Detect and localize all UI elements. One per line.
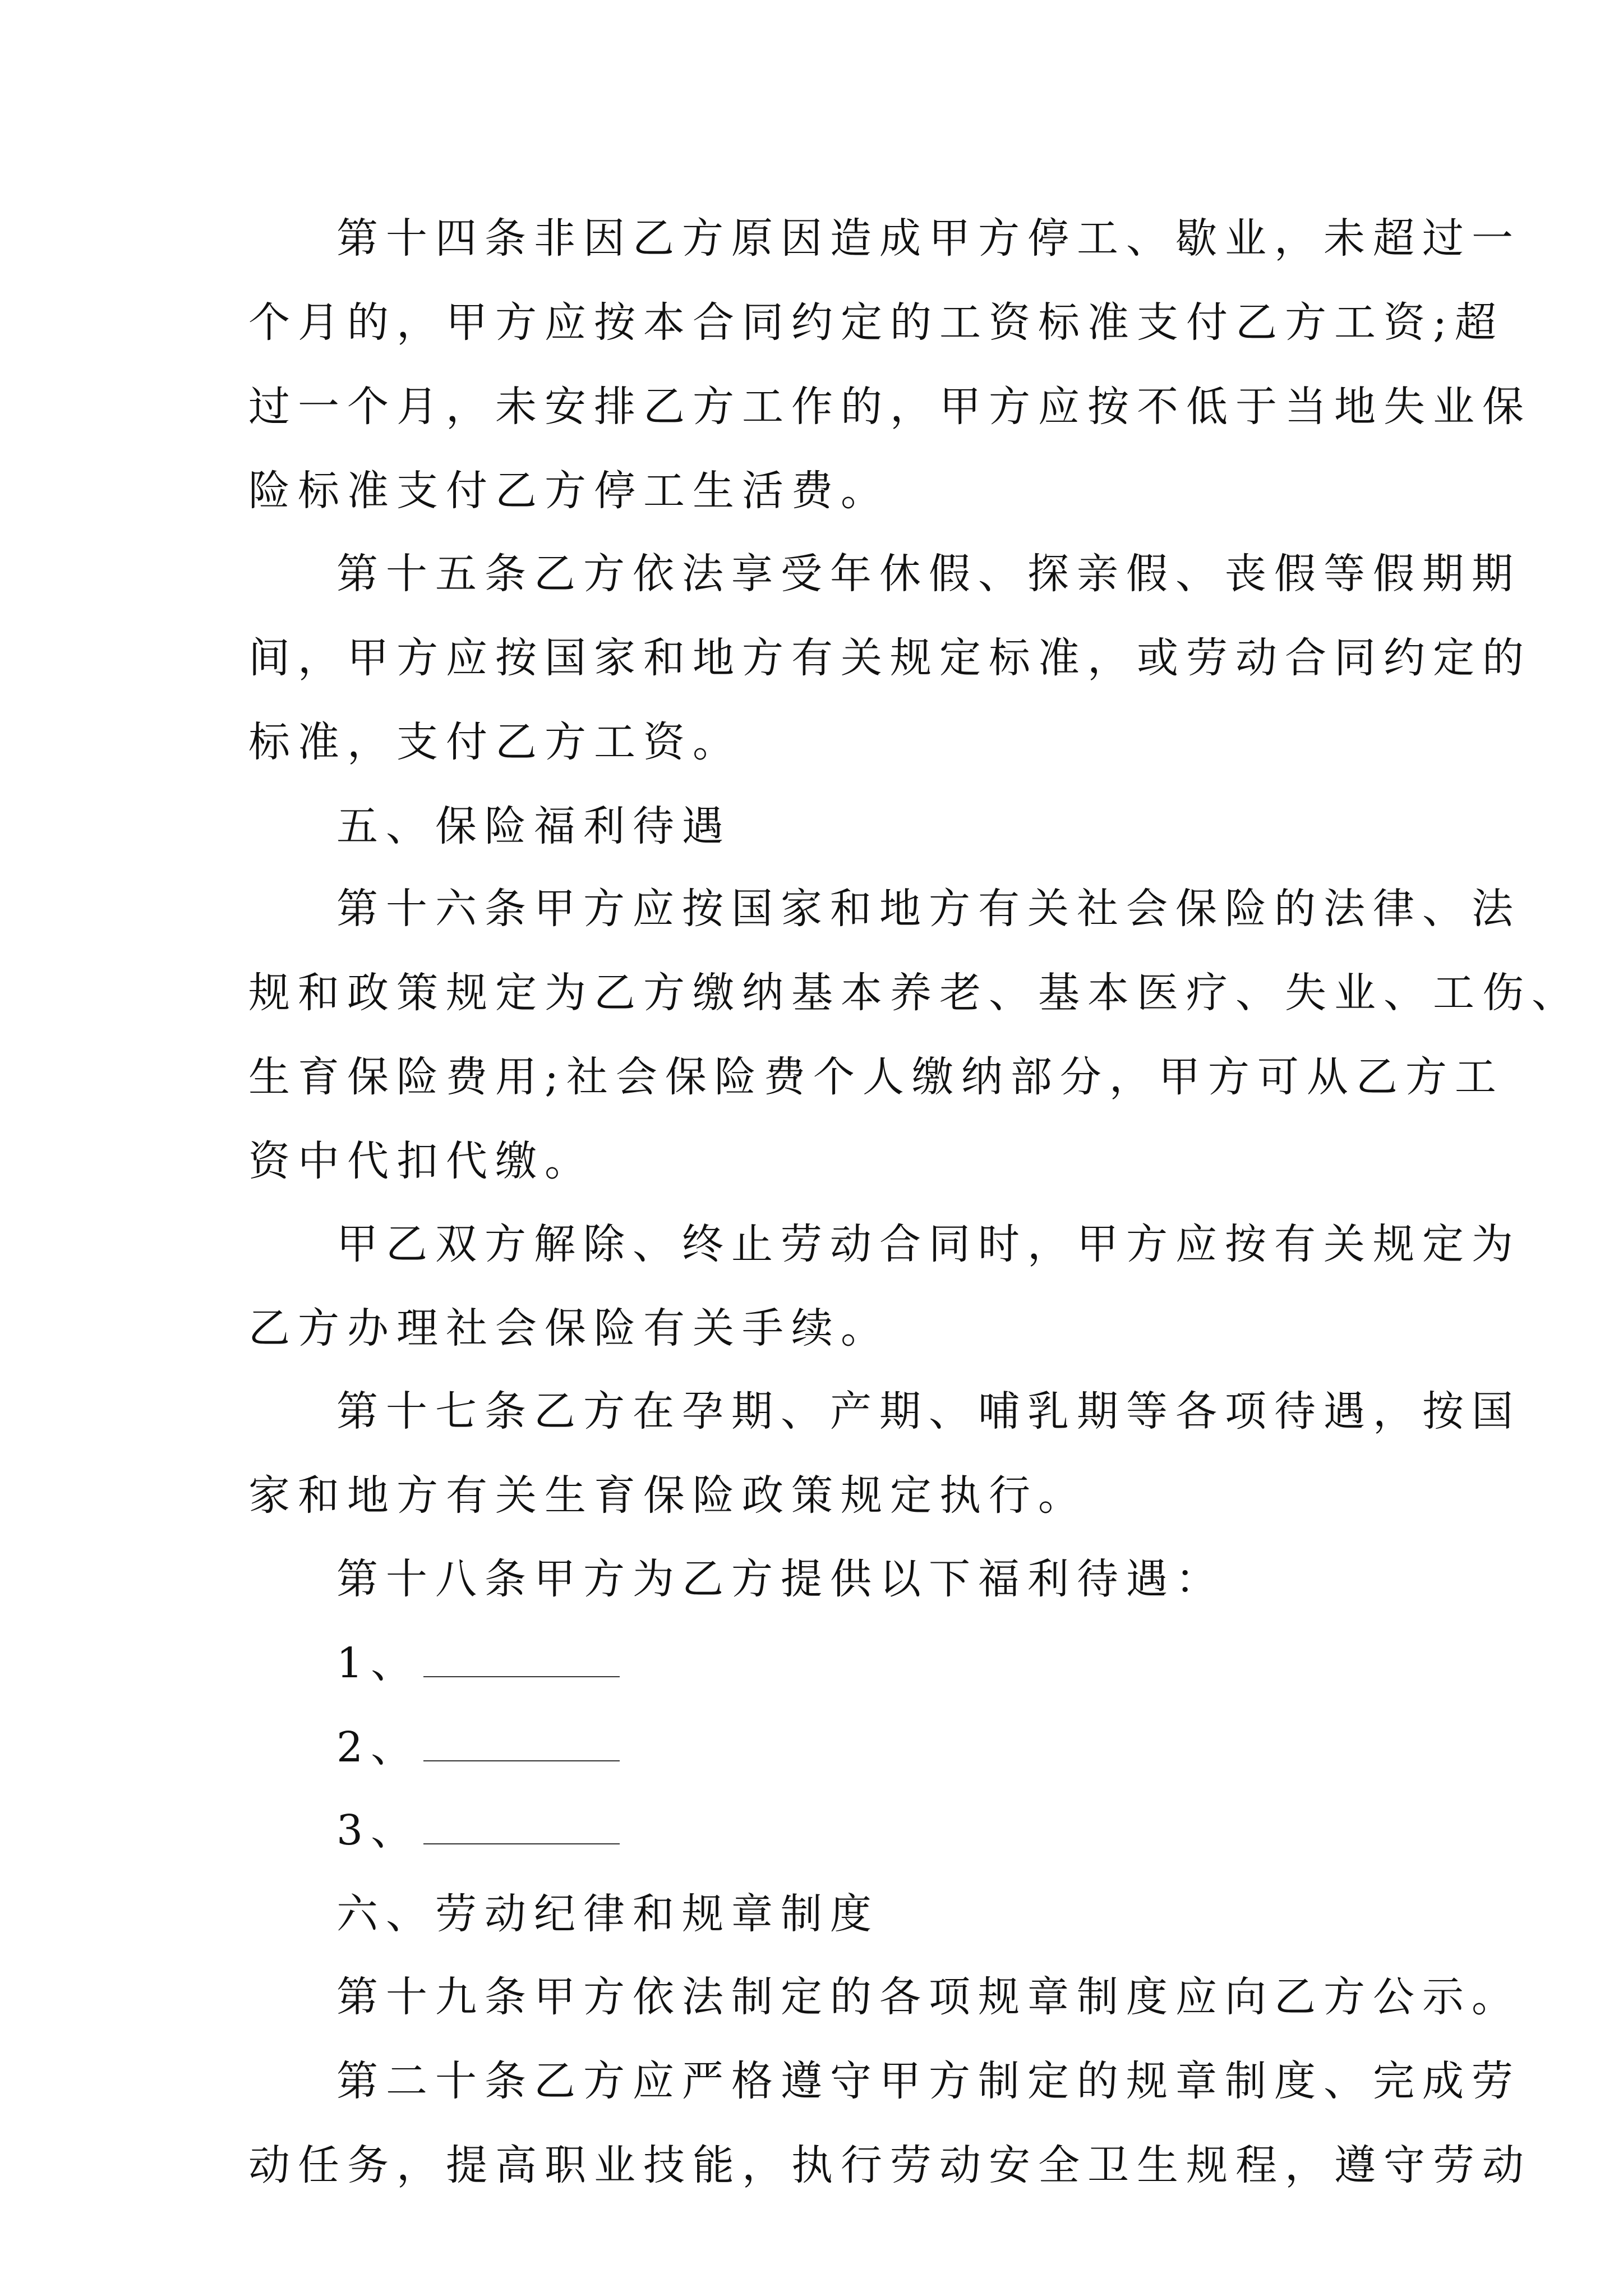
text-line: 动任务，提高职业技能，执行劳动安全卫生规程，遵守劳动 <box>248 2141 1532 2189</box>
fill-in-item <box>336 1719 620 1775</box>
text-line: 第十六条甲方应按国家和地方有关社会保险的法律、法 <box>336 885 1521 933</box>
text-line: 过一个月，未安排乙方工作的，甲方应按不低于当地失业保 <box>248 383 1532 431</box>
text-line: 第十四条非因乙方原因造成甲方停工、歇业，未超过一 <box>336 214 1521 263</box>
text-line: 生育保险费用;社会保险费个人缴纳部分，甲方可从乙方工 <box>248 1053 1504 1101</box>
text-line: 第十七条乙方在孕期、产期、哺乳期等各项待遇，按国 <box>336 1387 1521 1435</box>
blank-field <box>423 1810 620 1844</box>
blank-field <box>423 1727 620 1761</box>
item-number: 1、 <box>336 1639 421 1687</box>
text-line: 家和地方有关生育保险政策规定执行。 <box>248 1471 1087 1520</box>
text-line: 第十九条甲方依法制定的各项规章制度应向乙方公示。 <box>336 1973 1521 2021</box>
text-line: 险标准支付乙方停工生活费。 <box>248 467 890 515</box>
text-line: 第十五条乙方依法享受年休假、探亲假、丧假等假期期 <box>336 550 1521 598</box>
text-line: 标准，支付乙方工资。 <box>248 718 742 766</box>
text-line: 间，甲方应按国家和地方有关规定标准，或劳动合同约定的 <box>248 634 1532 682</box>
text-line: 第十八条甲方为乙方提供以下福利待遇： <box>336 1555 1225 1603</box>
blank-field <box>423 1642 620 1677</box>
text-line: 乙方办理社会保险有关手续。 <box>248 1304 890 1352</box>
section-heading: 五、保险福利待遇 <box>336 802 731 850</box>
text-line: 个月的，甲方应按本合同约定的工资标准支付乙方工资;超 <box>248 298 1504 347</box>
text-line: 甲乙双方解除、终止劳动合同时，甲方应按有关规定为 <box>336 1220 1521 1268</box>
fill-in-item <box>336 1802 620 1858</box>
fill-in-item <box>336 1635 620 1691</box>
section-heading: 六、劳动纪律和规章制度 <box>336 1890 879 1938</box>
text-line: 资中代扣代缴。 <box>248 1137 594 1185</box>
text-line: 第二十条乙方应严格遵守甲方制定的规章制度、完成劳 <box>336 2057 1521 2105</box>
item-number: 3、 <box>336 1806 421 1855</box>
text-line: 规和政策规定为乙方缴纳基本养老、基本医疗、失业、工伤、 <box>248 969 1581 1017</box>
item-number: 2、 <box>336 1723 421 1772</box>
